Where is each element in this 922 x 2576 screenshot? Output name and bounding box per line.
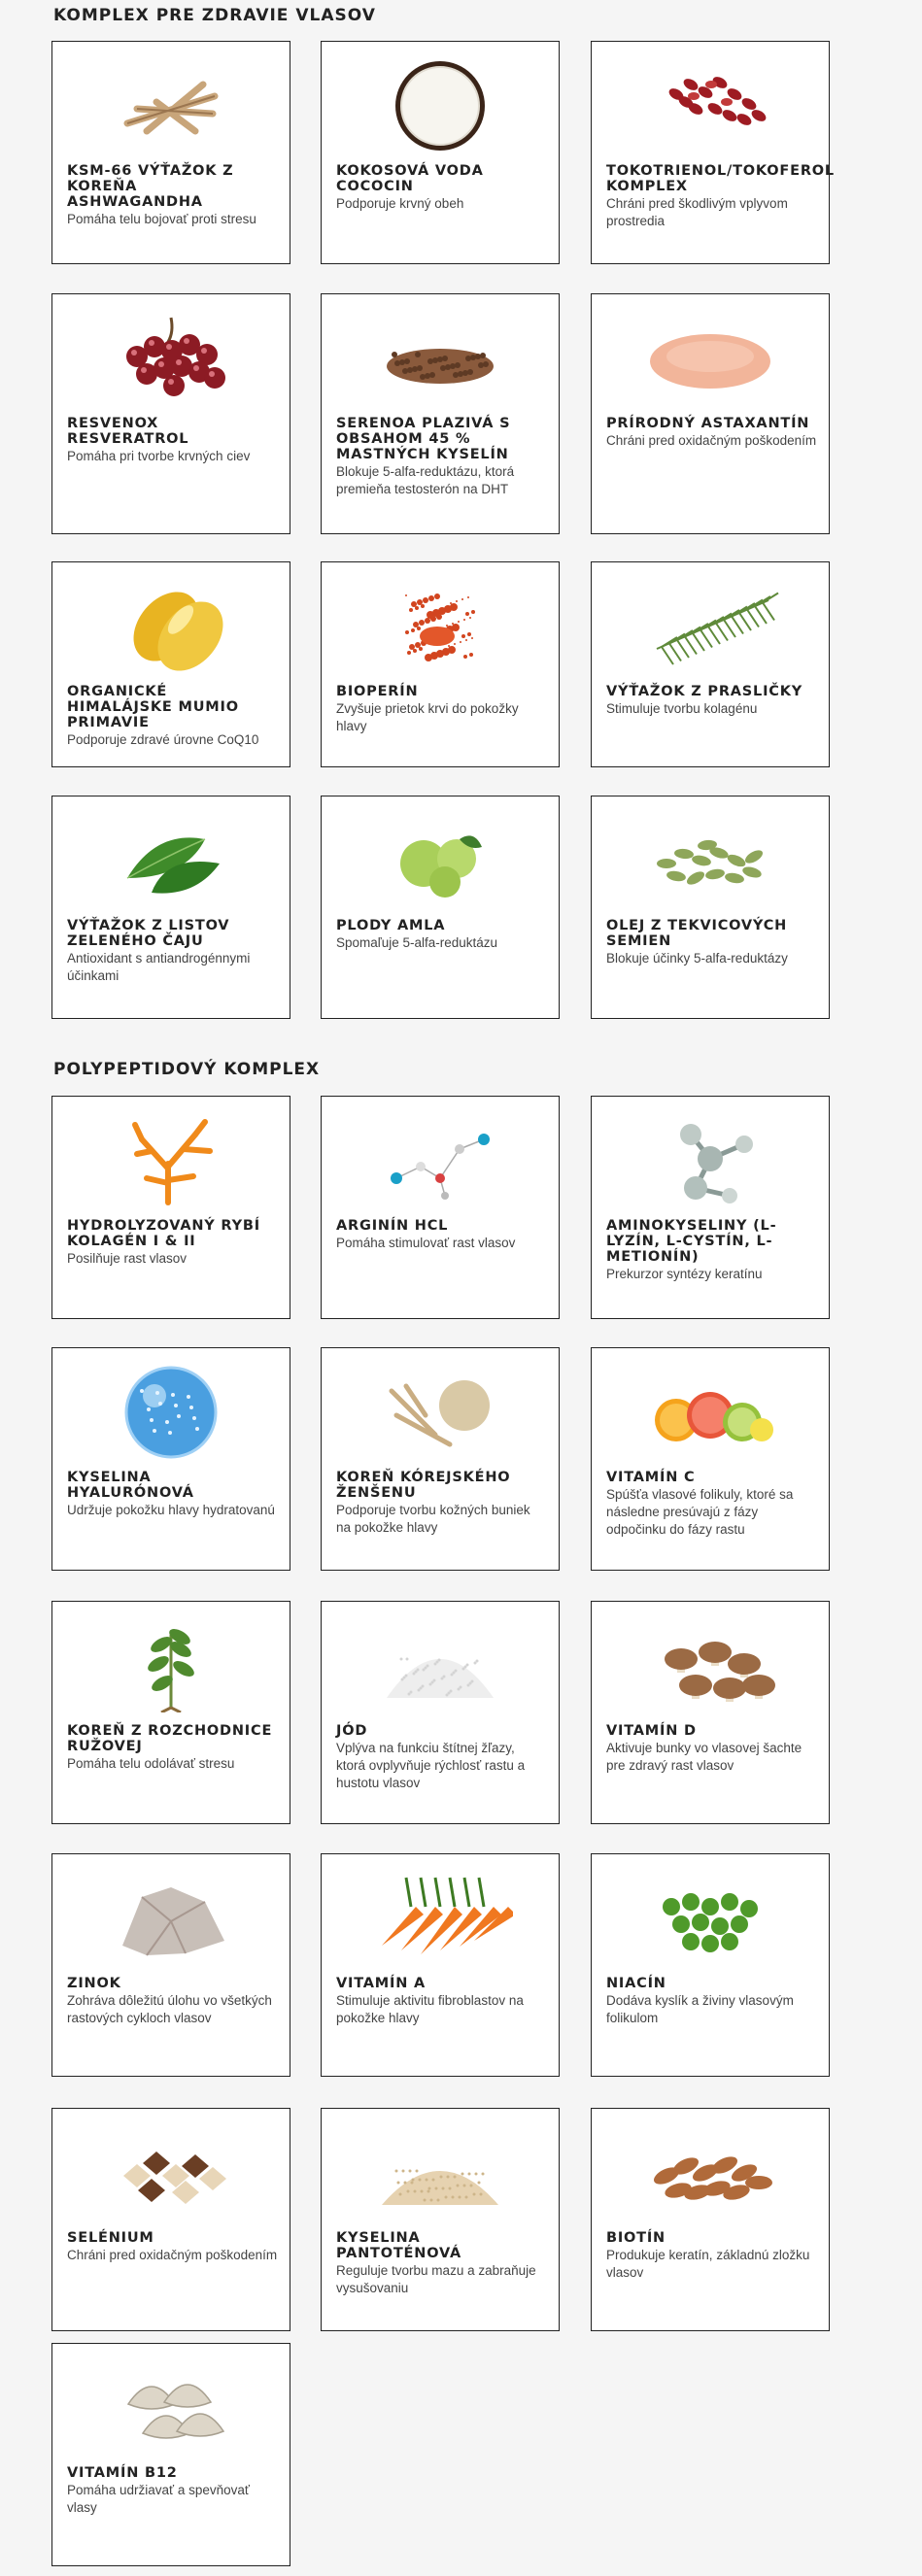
pumpkin-seeds-icon [637,810,783,907]
saw-palmetto-icon [367,308,513,405]
amla-fruit-icon [367,810,513,907]
ingredient-description: Posilňuje rast vlasov [67,1251,188,1266]
ingredient-description: Pomáha udržiavať a spevňovať vlasy [67,2483,250,2515]
ingredient-description: Podporuje zdravé úrovne CoQ10 [67,732,259,747]
ingredient-description: Chráni pred škodlivým vplyvom prostredia [606,196,788,228]
ingredient-description: Chráni pred oxidačným poškodením [67,2248,278,2262]
citrus-icon [637,1362,783,1459]
ingredient-description: Blokuje účinky 5-alfa-reduktázy [606,951,788,966]
ingredient-card [51,1601,290,1824]
ingredient-card [51,2343,290,2566]
ingredient-card [321,293,560,534]
ingredient-name: ORGANICKÉ HIMALÁJSKE MUMIO PRIMAVIE [67,684,239,730]
ingredient-card [321,1096,560,1319]
ingredient-card [321,41,560,264]
ingredient-card [51,1853,290,2077]
ingredient-name: AMINOKYSELINY (L-LYZÍN, L-CYSTÍN, L-METIONÍN) [606,1218,777,1265]
ingredient-name: PLODY AMLA [336,918,446,933]
mushrooms-icon [637,1615,783,1712]
ingredient-card [51,2108,290,2331]
ingredient-card [591,1347,830,1571]
rhodiola-plant-icon [98,1615,244,1712]
ingredient-card [591,1096,830,1319]
ingredient-name: BIOPERÍN [336,684,419,699]
ingredient-card [591,1853,830,2077]
ingredient-name: OLEJ Z TEKVICOVÝCH SEMIEN [606,918,788,949]
ingredient-description: Zvyšuje prietok krvi do pokožky hlavy [336,701,519,733]
ingredient-name: VITAMÍN C [606,1470,696,1485]
ingredient-description: Aktivuje bunky vo vlasovej šachte pre zdravý rast vlasov [606,1741,802,1773]
ingredient-description: Prekurzor syntézy keratínu [606,1267,763,1281]
clams-icon [98,2357,244,2455]
ingredient-description: Pomáha pri tvorbe krvných ciev [67,449,251,463]
ingredient-name: VITAMÍN D [606,1723,697,1739]
green-tea-leaves-icon [98,810,244,907]
ingredient-card [321,561,560,767]
ingredient-name: KOREŇ KÓREJSKÉHO ŽENŠENU [336,1470,511,1501]
ingredient-name: RESVENOX RESVERATROL [67,416,189,447]
ingredient-card [321,796,560,1019]
ingredient-card [51,796,290,1019]
ingredient-name: HYDROLYZOVANÝ RYBÍ KOLAGÉN I & II [67,1218,260,1249]
ingredient-description: Pomáha stimulovať rast vlasov [336,1236,516,1250]
ingredient-name: SELÉNIUM [67,2230,154,2246]
ingredient-description: Podporuje tvorbu kožných buniek na pokožke hlavy [336,1503,530,1535]
ingredient-card [321,2108,560,2331]
ingredient-card [591,41,835,264]
ingredient-name: KSM-66 VÝŤAŽOK Z KOREŇA ASHWAGANDHA [67,163,234,210]
ingredient-name: ZINOK [67,1976,121,1991]
ingredient-name: SERENOA PLAZIVÁ S OBSAHOM 45 % MASTNÝCH KYSELÍN [336,416,511,462]
ingredient-card [591,2108,830,2331]
molecule-model-icon [637,1110,783,1207]
almonds-icon [637,2122,783,2220]
ingredient-description: Pomáha telu bojovať proti stresu [67,212,256,226]
green-peas-icon [637,1868,783,1965]
ingredient-name: VÝŤAŽOK Z LISTOV ZELENÉHO ČAJU [67,918,230,949]
ingredient-description: Udržuje pokožku hlavy hydratovanú [67,1503,275,1517]
coconut-icon [367,55,513,153]
section-title-polypeptide: POLYPEPTIDOVÝ KOMPLEX [53,1060,321,1079]
pepper-powder-icon [367,576,513,673]
ingredient-card [591,796,830,1019]
horsetail-icon [637,576,783,673]
ingredient-description: Stimuluje aktivitu fibroblastov na pokožke hlavy [336,1993,524,2025]
ingredient-card [321,1601,560,1824]
molecule-icon [367,1110,513,1207]
ingredient-description: Stimuluje tvorbu kolagénu [606,701,758,716]
ingredient-description: Zohráva dôležitú úlohu vo všetkých rastových cykloch vlasov [67,1993,272,2025]
ingredient-card [591,1601,830,1824]
ingredient-description: Antioxidant s antiandrogénnymi účinkami [67,951,251,983]
water-sphere-icon [98,1362,244,1459]
ingredient-name: ARGINÍN HCL [336,1218,449,1234]
softgel-capsule-icon [98,576,244,673]
ingredient-description: Spúšťa vlasové folikuly, ktoré sa následne presúvajú z fázy odpočinku do fázy rastu [606,1487,794,1537]
ingredient-card [321,1347,560,1571]
ingredient-name: VITAMÍN A [336,1976,427,1991]
ingredient-name: TOKOTRIENOL/TOKOFEROL KOMPLEX [606,163,835,194]
ingredient-name: KYSELINA PANTOTÉNOVÁ [336,2230,461,2261]
ingredient-name: KYSELINA HYALURÓNOVÁ [67,1470,194,1501]
ingredient-card [51,293,290,534]
section-title-hair-health: KOMPLEX PRE ZDRAVIE VLASOV [53,6,376,25]
ingredient-description: Blokuje 5-alfa-reduktázu, ktorá premieňa testosterón na DHT [336,464,515,496]
ingredient-name: JÓD [336,1723,368,1739]
ingredient-name: BIOTÍN [606,2230,666,2246]
ingredient-description: Chráni pred oxidačným poškodením [606,433,817,448]
ingredient-card [51,41,290,264]
grapes-icon [98,308,244,405]
ingredient-card [321,1853,560,2077]
ingredient-name: KOKOSOVÁ VODA COCOCIN [336,163,484,194]
ingredient-name: VITAMÍN B12 [67,2465,178,2481]
ingredient-card [591,293,830,534]
red-berries-icon [637,55,783,153]
coral-icon [98,1110,244,1207]
salt-pile-icon [367,1615,513,1712]
ingredient-description: Pomáha telu odolávať stresu [67,1756,235,1771]
ingredient-name: NIACÍN [606,1976,666,1991]
brazil-nuts-icon [98,2122,244,2220]
ashwagandha-root-icon [98,55,244,153]
ingredient-description: Reguluje tvorbu mazu a zabraňuje vysušovaniu [336,2263,536,2295]
astaxanthin-powder-icon [637,308,783,405]
ginseng-root-icon [367,1362,513,1459]
ingredient-card [51,561,290,767]
ingredient-card [51,1347,290,1571]
ingredient-description: Vplýva na funkciu štítnej žľazy, ktorá ovplyvňuje rýchlosť rastu a hustotu vlasov [336,1741,526,1790]
ingredient-name: KOREŇ Z ROZCHODNICE RUŽOVEJ [67,1723,273,1754]
carrots-icon [367,1868,513,1965]
ingredient-card [51,1096,290,1319]
ingredient-description: Spomaľuje 5-alfa-reduktázu [336,935,498,950]
ingredient-card [591,561,830,767]
grain-pile-icon [367,2122,513,2220]
zinc-mineral-icon [98,1868,244,1965]
ingredient-description: Podporuje krvný obeh [336,196,464,211]
ingredient-description: Produkuje keratín, základnú zložku vlasov [606,2248,810,2280]
ingredient-description: Dodáva kyslík a živiny vlasovým folikulom [606,1993,794,2025]
ingredient-name: PRÍRODNÝ ASTAXANTÍN [606,416,810,431]
ingredient-name: VÝŤAŽOK Z PRASLIČKY [606,684,803,699]
